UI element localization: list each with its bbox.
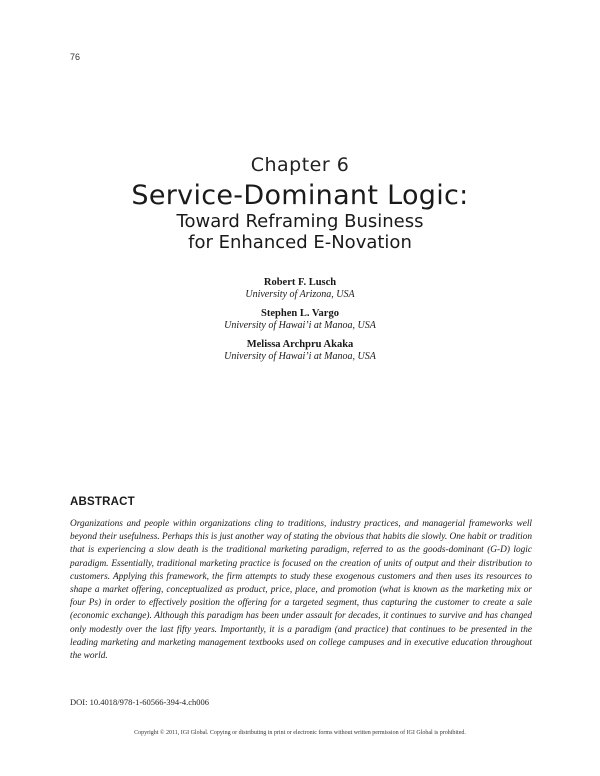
chapter-subtitle [0, 211, 600, 253]
chapter-label: Chapter 6 [250, 154, 350, 176]
chapter-subtitle-line-2: for Enhanced E-Novation [188, 232, 412, 253]
author-affiliation: University of Hawai’i at Manoa, USA [224, 320, 376, 331]
chapter-subtitle-line-1: Toward Reframing Business [176, 211, 424, 232]
author-entry [0, 276, 600, 301]
author-entry [0, 307, 600, 332]
author-entry [0, 338, 600, 363]
author-list [0, 276, 600, 369]
abstract-body: Organizations and people within organizations cling to traditions, industry practices, and managerial frameworks well beyond their usefulness. Perhaps this is just another way of stating the obvious that habits die slowly. One habit or tradition that is experiencing a slow death is the traditional marketing paradigm, referred to as the goods-dominant (G-D) logic paradigm. Essentially, traditional marketing practice is focused on the creation of units of output and their distribution to customers. Applying this framework, the firm attempts to study these exogenous customers and then uses its resources to shape a market offering, conceptualized as product, price, place, and promotion (what is known as the marketing mix or four Ps) in order to effectively position the offering for a targeted segment, thus capturing the customer to create a sale (economic exchange). Although this paradigm has been under assault for decades, it continues to survive and has changed only modestly over the last fifty years. Importantly, it is a paradigm (and practice) that continues to be presented in the leading marketing and marketing management textbooks used on college campuses and in executive education throughout the world. [70, 519, 532, 662]
author-affiliation: University of Hawai’i at Manoa, USA [224, 351, 376, 362]
doi-text: DOI: 10.4018/978-1-60566-394-4.ch006 [70, 697, 210, 707]
author-name: Melissa Archpru Akaka [246, 339, 354, 350]
author-affiliation: University of Arizona, USA [245, 289, 355, 300]
chapter-title: Service-Dominant Logic: [131, 180, 469, 211]
copyright-notice: Copyright © 2011, IGI Global. Copying or distributing in print or electronic forms without written permission of IGI Global is prohibited. [134, 730, 466, 736]
author-name: Stephen L. Vargo [261, 308, 339, 319]
page-number: 76 [70, 52, 81, 62]
abstract-heading: ABSTRACT [70, 496, 135, 508]
author-name: Robert F. Lusch [263, 277, 337, 288]
